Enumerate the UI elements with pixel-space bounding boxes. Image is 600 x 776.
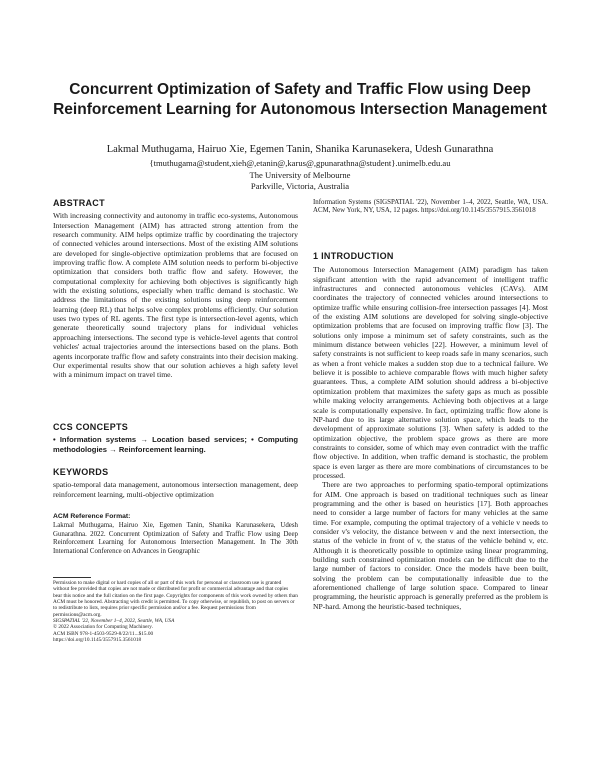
affiliation-block (40, 158, 560, 193)
abstract-heading: ABSTRACT (53, 198, 105, 208)
acm-reference-continued-text: Information Systems (SIGSPATIAL '22), November 1–4, 2022, Seattle, WA, USA. ACM, New York, NY, USA, 12 pages. https://doi.org/10.1145/3557915.3561018 (313, 199, 548, 215)
introduction-heading: 1 INTRODUCTION (313, 251, 394, 261)
acm-reference-continuation (313, 199, 548, 216)
permission-notice: Permission to make digital or hard copies of all or part of this work for personal or classroom use is granted without fee provided that copies are not made or distributed for profit or commercial advantage and that copies bear this notice and the full citation on the first page. Copyrights for components of this work owned by others than ACM must be honored. Abstracting with credit is permitted. To copy otherwise, or republish, to post on servers or to redistribute to lists, requires prior specific permission and/or a fee. Request permissions from permissions@acm.org. (53, 580, 298, 618)
footnote-copyright: © 2022 Association for Computing Machinery. (53, 624, 153, 631)
acm-reference-heading: ACM Reference Format: (53, 513, 131, 520)
ccs-text: • Information systems → Location based services; • Computing methodologies → Reinforcement learning. (53, 435, 298, 454)
footnote-venue: SIGSPATIAL '22, November 1–4, 2022, Seattle, WA, USA (53, 618, 175, 625)
acm-reference-section (53, 513, 298, 556)
footnote-doi: https://doi.org/10.1145/3557915.3561018 (53, 637, 142, 644)
paper-title: Concurrent Optimization of Safety and Traffic Flow using Deep Reinforcement Learning for Autonomous Intersection Management (53, 81, 547, 118)
keywords-text: spatio-temporal data management, autonomous intersection management, deep reinforcement learning, multi-objective optimization (53, 480, 298, 499)
keywords-section (53, 468, 298, 499)
acm-reference-text: Lakmal Muthugama, Hairuo Xie, Egemen Tanin, Shanika Karunasekera, Udesh Gunarathna. 2022. Concurrent Optimization of Safety and Traffic Flow using Deep Reinforcement Learning for Autonomous Intersection Management. In The 30th International Conference on Advances in Geographic (53, 522, 298, 555)
footnote-isbn: ACM ISBN 978-1-4503-9529-8/22/11...$15.00 (53, 630, 154, 637)
ccs-heading: CCS CONCEPTS (53, 422, 129, 432)
footnote-block (53, 580, 298, 643)
keywords-heading: KEYWORDS (53, 467, 109, 477)
introduction-paragraph-1: The Autonomous Intersection Management (AIM) paradigm has taken significant attention with the rapid advancement of intelligent traffic infrastructures and connected autonomous vehicles (CAVs). AIM coordinates the trajectory of connected vehicles around intersections to optimize traffic while ensuring collision-free intersection passages [4]. Most of the existing AIM solutions are developed for solving single-objective optimization problems that are focused on improving traffic flow [3]. The solutions only impose a minimum set of safety constraints, such as the minimum distance between vehicles [22]. However, a minimum level of safety constraints is not sufficient to keep roads safe in many scenarios, such as when a front vehicle makes a sudden stop due to a technical failure. We believe it is possible to achieve comparable flows with much higher safety guarantees. Thus, a complete AIM solution should address a bi-objective optimization problem that maximizes the safety gaps as much as possible while making velocity arrangements. Achieving both objectives at a large scale is computationally expensive. In fact, optimizing traffic flow alone is NP-hard due to its large alternative solution space, which leads to the development of approximate solutions [3]. When safety is added to the optimization objective, the problem space grows as there are more constraints to consider, some of which may even contradict with the traffic flow objective. In addition, when traffic demand is stochastic, the problem space is even larger as there are more combinations of circumstances to be processed. (313, 265, 548, 480)
ccs-section (53, 423, 298, 454)
introduction-section (313, 252, 548, 611)
author-list: Lakmal Muthugama, Hairuo Xie, Egemen Tanin, Shanika Karunasekera, Udesh Gunarathna (106, 144, 494, 155)
introduction-paragraph-2: There are two approaches to performing spatio-temporal optimizations for AIM. One approach is based on traditional techniques such as linear programming and the other is based on heuristics [17]. Both approaches need to consider a large number of factors for many vehicles at the same time. For example, computing the optimal trajectory of a vehicle v needs to consider v's velocity, the distance between v and the next intersection, the status of the vehicle in front of v, the status of the vehicle behind v, etc. Although it is theoretically possible to optimize using linear programming, building such constrained optimization models can be difficult due to the large number of factors to consider. Once the models have been built, solving the problem can be computationally infeasible due to the aforementioned challenge of large solution space. Compared to linear programming, the heuristic approach is generally preferred as the problem is NP-hard. Among the heuristic-based techniques, (313, 480, 548, 611)
abstract-text: With increasing connectivity and autonomy in traffic eco-systems, Autonomous Intersection Management (AIM) has attracted strong attention from the research community. AIM helps optimize traffic by coordinating the trajectory of connected vehicles around intersections. Most of the existing AIM solutions are developed for single-objective optimization problems that are focused on improving traffic flow. A complete AIM solution needs to perform bi-objective optimization that considers both traffic flow and safety. However, the computational complexity for achieving both objectives is significantly high with the existing solutions, especially when traffic demand is stochastic. We address the limitations of the existing solutions using deep reinforcement learning (deep RL) that helps solve complex problems efficiently. Our solution uses two types of RL agents. The first type is intersection-level agents, which generate theoretically sound trajectory plans for individual vehicles approaching intersections. The second type is vehicle-level agents that control vehicles' actual trajectories around the intersections based on the plans. Both agents incorporate traffic flow and safety constraints into their decision making. Our experimental results show that our solution achieves a high safety level with a minimum impact on travel time. (53, 211, 298, 380)
institution: The University of Melbourne (249, 169, 351, 180)
location: Parkville, Victoria, Australia (250, 181, 350, 191)
footnote-divider (53, 577, 91, 578)
author-emails: {tmuthugama@student,xieh@,etanin@,karus@,gpunarathna@student}.unimelb.edu.au (149, 158, 451, 168)
abstract-section (53, 199, 298, 380)
